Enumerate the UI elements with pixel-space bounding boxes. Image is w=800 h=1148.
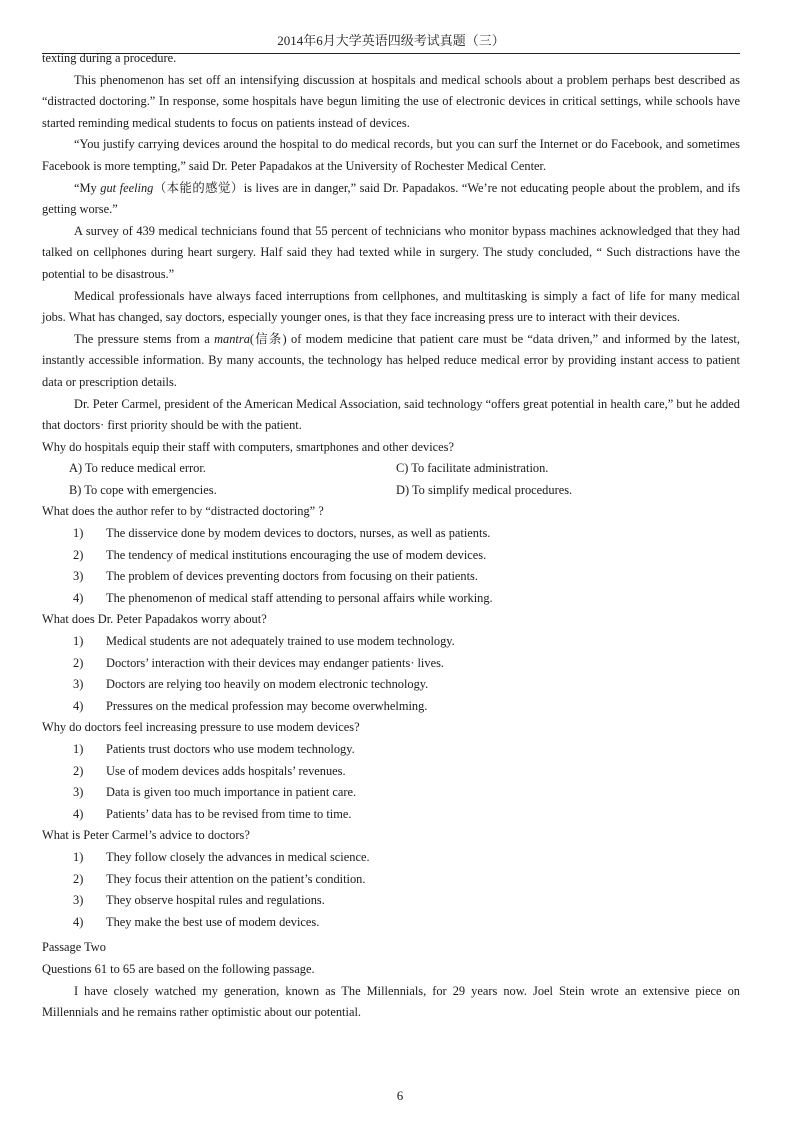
option: 2) Use of modem devices adds hospitals’ revenues. [73, 763, 346, 778]
option: C) To facilitate administration. [396, 461, 549, 476]
question-text: Why do doctors feel increasing pressure to use modem devices? [42, 720, 360, 735]
option: 1) Medical students are not adequately trained to use modem technology. [73, 634, 455, 649]
question-3 [42, 609, 740, 717]
paragraph: texting during a procedure. [42, 51, 177, 65]
question-text: Why do hospitals equip their staff with computers, smartphones and other devices? [42, 439, 455, 454]
option: 3) The problem of devices preventing doctors from focusing on their patients. [73, 569, 478, 584]
option: 3) Doctors are relying too heavily on modem electronic technology. [73, 677, 429, 692]
option: 2) The tendency of medical institutions encouraging the use of modem devices. [73, 547, 487, 562]
paragraph: Medical professionals have always faced interruptions from cellphones, and multitasking is simply a fact of life for many medical jobs. What has changed, say doctors, especially younger ones, is that they face increasing press ure to interact with their devices. [42, 288, 740, 325]
paragraph: I have closely watched my generation, known as The Millennials, for 29 years now. Joel Stein wrote an extensive piece on Millennials and he remains rather optimistic about our potential. [42, 983, 740, 1020]
question-4 [42, 717, 740, 825]
paragraph-gut-feeling: “My gut feeling（本能的感觉）is lives are in danger,” said Dr. Papadakos. “We’re not educating people about the problem, and ifs getting worse.” [42, 180, 741, 217]
option: B) To cope with emergencies. [69, 482, 217, 497]
paragraph: A survey of 439 medical technicians found that 55 percent of technicians who monitor bypass machines acknowledged that they had talked on cellphones during heart surgery. Half said they had texted while in surgery. The study concluded, “ Such distractions have the potential to be disastrous.” [42, 223, 740, 281]
question-options [42, 458, 740, 501]
paragraph: Dr. Peter Carmel, president of the American Medical Association, said technology “offers great potential in health care,” but he added that doctors· first priority should be with the patient. [42, 396, 740, 433]
option: 1) Patients trust doctors who use modem technology. [73, 742, 355, 756]
question-text: What does Dr. Peter Papadakos worry about? [42, 612, 267, 627]
option: 4) Patients’ data has to be revised from time to time. [73, 806, 352, 821]
passage-two-title: Passage Two [42, 940, 106, 955]
option: 3) They observe hospital rules and regulations. [73, 893, 325, 908]
option: 1) They follow closely the advances in medical science. [73, 849, 370, 864]
option: D) To simplify medical procedures. [396, 482, 573, 497]
paragraph: This phenomenon has set off an intensifying discussion at hospitals and medical schools about a problem perhaps best described as “distracted doctoring.” In response, some hospitals have begun limiting the use of electronic devices in critical settings, while schools have started reminding medical students to focus on patients instead of devices. [42, 72, 740, 130]
option: 3) Data is given too much importance in patient care. [73, 785, 357, 800]
option: 1) The disservice done by modem devices to doctors, nurses, as well as patients. [73, 526, 491, 541]
page-content [42, 48, 740, 1024]
paragraph-mantra: The pressure stems from a mantra(信条) of modem medicine that patient care must be “data driven,” and informed by the latest, instantly accessible information. By many accounts, the technology has helped reduce medical error by providing instant access to patient data or prescription details. [42, 331, 740, 389]
option: 2) Doctors’ interaction with their devices may endanger patients· lives. [73, 655, 444, 670]
question-text: What is Peter Carmel’s advice to doctors? [42, 828, 250, 843]
question-5 [42, 825, 740, 933]
header-title: 2014年6月大学英语四级考试真题（三） [277, 33, 505, 48]
passage-two-intro: Questions 61 to 65 are based on the following passage. [42, 961, 315, 976]
page-number: 6 [396, 1088, 404, 1103]
option: 4) They make the best use of modem devices. [73, 914, 320, 929]
option: 2) They focus their attention on the patient’s condition. [73, 871, 366, 886]
question-1 [42, 437, 740, 502]
question-text: What does the author refer to by “distracted doctoring” ? [42, 504, 324, 519]
option: A) To reduce medical error. [69, 461, 206, 476]
paragraph: “You justify carrying devices around the hospital to do medical records, but you can surf the Internet or do Facebook, and sometimes Facebook is more tempting,” said Dr. Peter Papadakos at the University of Rochester Medical Center. [42, 137, 740, 173]
question-2 [42, 501, 740, 609]
option: 4) Pressures on the medical profession may become overwhelming. [73, 698, 428, 713]
option: 4) The phenomenon of medical staff attending to personal affairs while working. [73, 590, 493, 605]
